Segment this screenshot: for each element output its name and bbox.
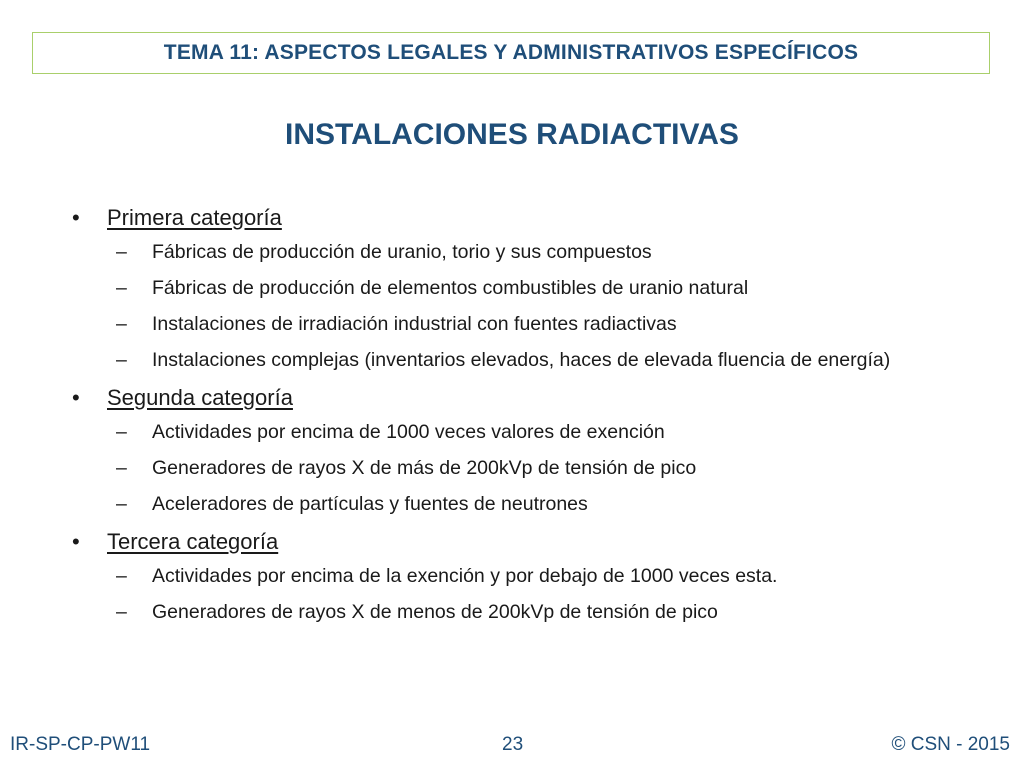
header-title: TEMA 11: ASPECTOS LEGALES Y ADMINISTRATIVOS ESPECÍFICOS xyxy=(163,41,859,64)
bullet-tercera-categoria xyxy=(72,527,972,557)
footer-page-number: 23 xyxy=(502,734,524,755)
list-item-text: Instalaciones complejas (inventarios elevados, haces de elevada fluencia de energía) xyxy=(152,349,891,371)
list-item-text: Generadores de rayos X de más de 200kVp de tensión de pico xyxy=(152,457,697,479)
list-item-text: Actividades por encima de 1000 veces valores de exención xyxy=(152,421,665,443)
list-item xyxy=(116,489,972,520)
footer-copyright: © CSN - 2015 xyxy=(891,734,1010,755)
dash-marker: – xyxy=(116,601,127,623)
sub-list-tercera xyxy=(116,561,972,628)
bullet-primera-categoria xyxy=(72,203,972,233)
list-item xyxy=(116,237,972,268)
dash-marker: – xyxy=(116,457,127,479)
list-item-text: Actividades por encima de la exención y por debajo de 1000 veces esta. xyxy=(152,565,778,587)
header-box xyxy=(32,32,990,74)
bullet-marker: • xyxy=(72,529,80,554)
slide-title: INSTALACIONES RADIACTIVAS xyxy=(285,118,739,151)
dash-marker: – xyxy=(116,349,127,371)
dash-marker: – xyxy=(116,565,127,587)
dash-marker: – xyxy=(116,421,127,443)
list-item xyxy=(116,417,972,448)
bullet-list xyxy=(72,203,972,628)
sub-list-primera xyxy=(116,237,972,376)
dash-marker: – xyxy=(116,241,127,263)
list-item xyxy=(116,345,972,376)
list-item-text: Instalaciones de irradiación industrial con fuentes radiactivas xyxy=(152,313,677,335)
bullet-marker: • xyxy=(72,205,80,230)
sub-list-segunda xyxy=(116,417,972,520)
list-item xyxy=(116,273,972,304)
list-item-text: Aceleradores de partículas y fuentes de neutrones xyxy=(152,493,588,515)
list-item xyxy=(116,597,972,628)
bullet-marker: • xyxy=(72,385,80,410)
list-item-text: Fábricas de producción de uranio, torio y sus compuestos xyxy=(152,241,652,263)
dash-marker: – xyxy=(116,277,127,299)
list-item-text: Generadores de rayos X de menos de 200kVp de tensión de pico xyxy=(152,601,718,623)
footer-course-code: IR-SP-CP-PW11 xyxy=(10,734,151,755)
list-item xyxy=(116,561,972,592)
bullet-label: Primera categoría xyxy=(107,205,282,230)
bullet-label: Tercera categoría xyxy=(107,529,279,554)
dash-marker: – xyxy=(116,313,127,335)
bullet-label: Segunda categoría xyxy=(107,385,293,410)
bullet-segunda-categoria xyxy=(72,383,972,413)
dash-marker: – xyxy=(116,493,127,515)
list-item xyxy=(116,453,972,484)
list-item xyxy=(116,309,972,340)
list-item-text: Fábricas de producción de elementos combustibles de uranio natural xyxy=(152,277,749,299)
